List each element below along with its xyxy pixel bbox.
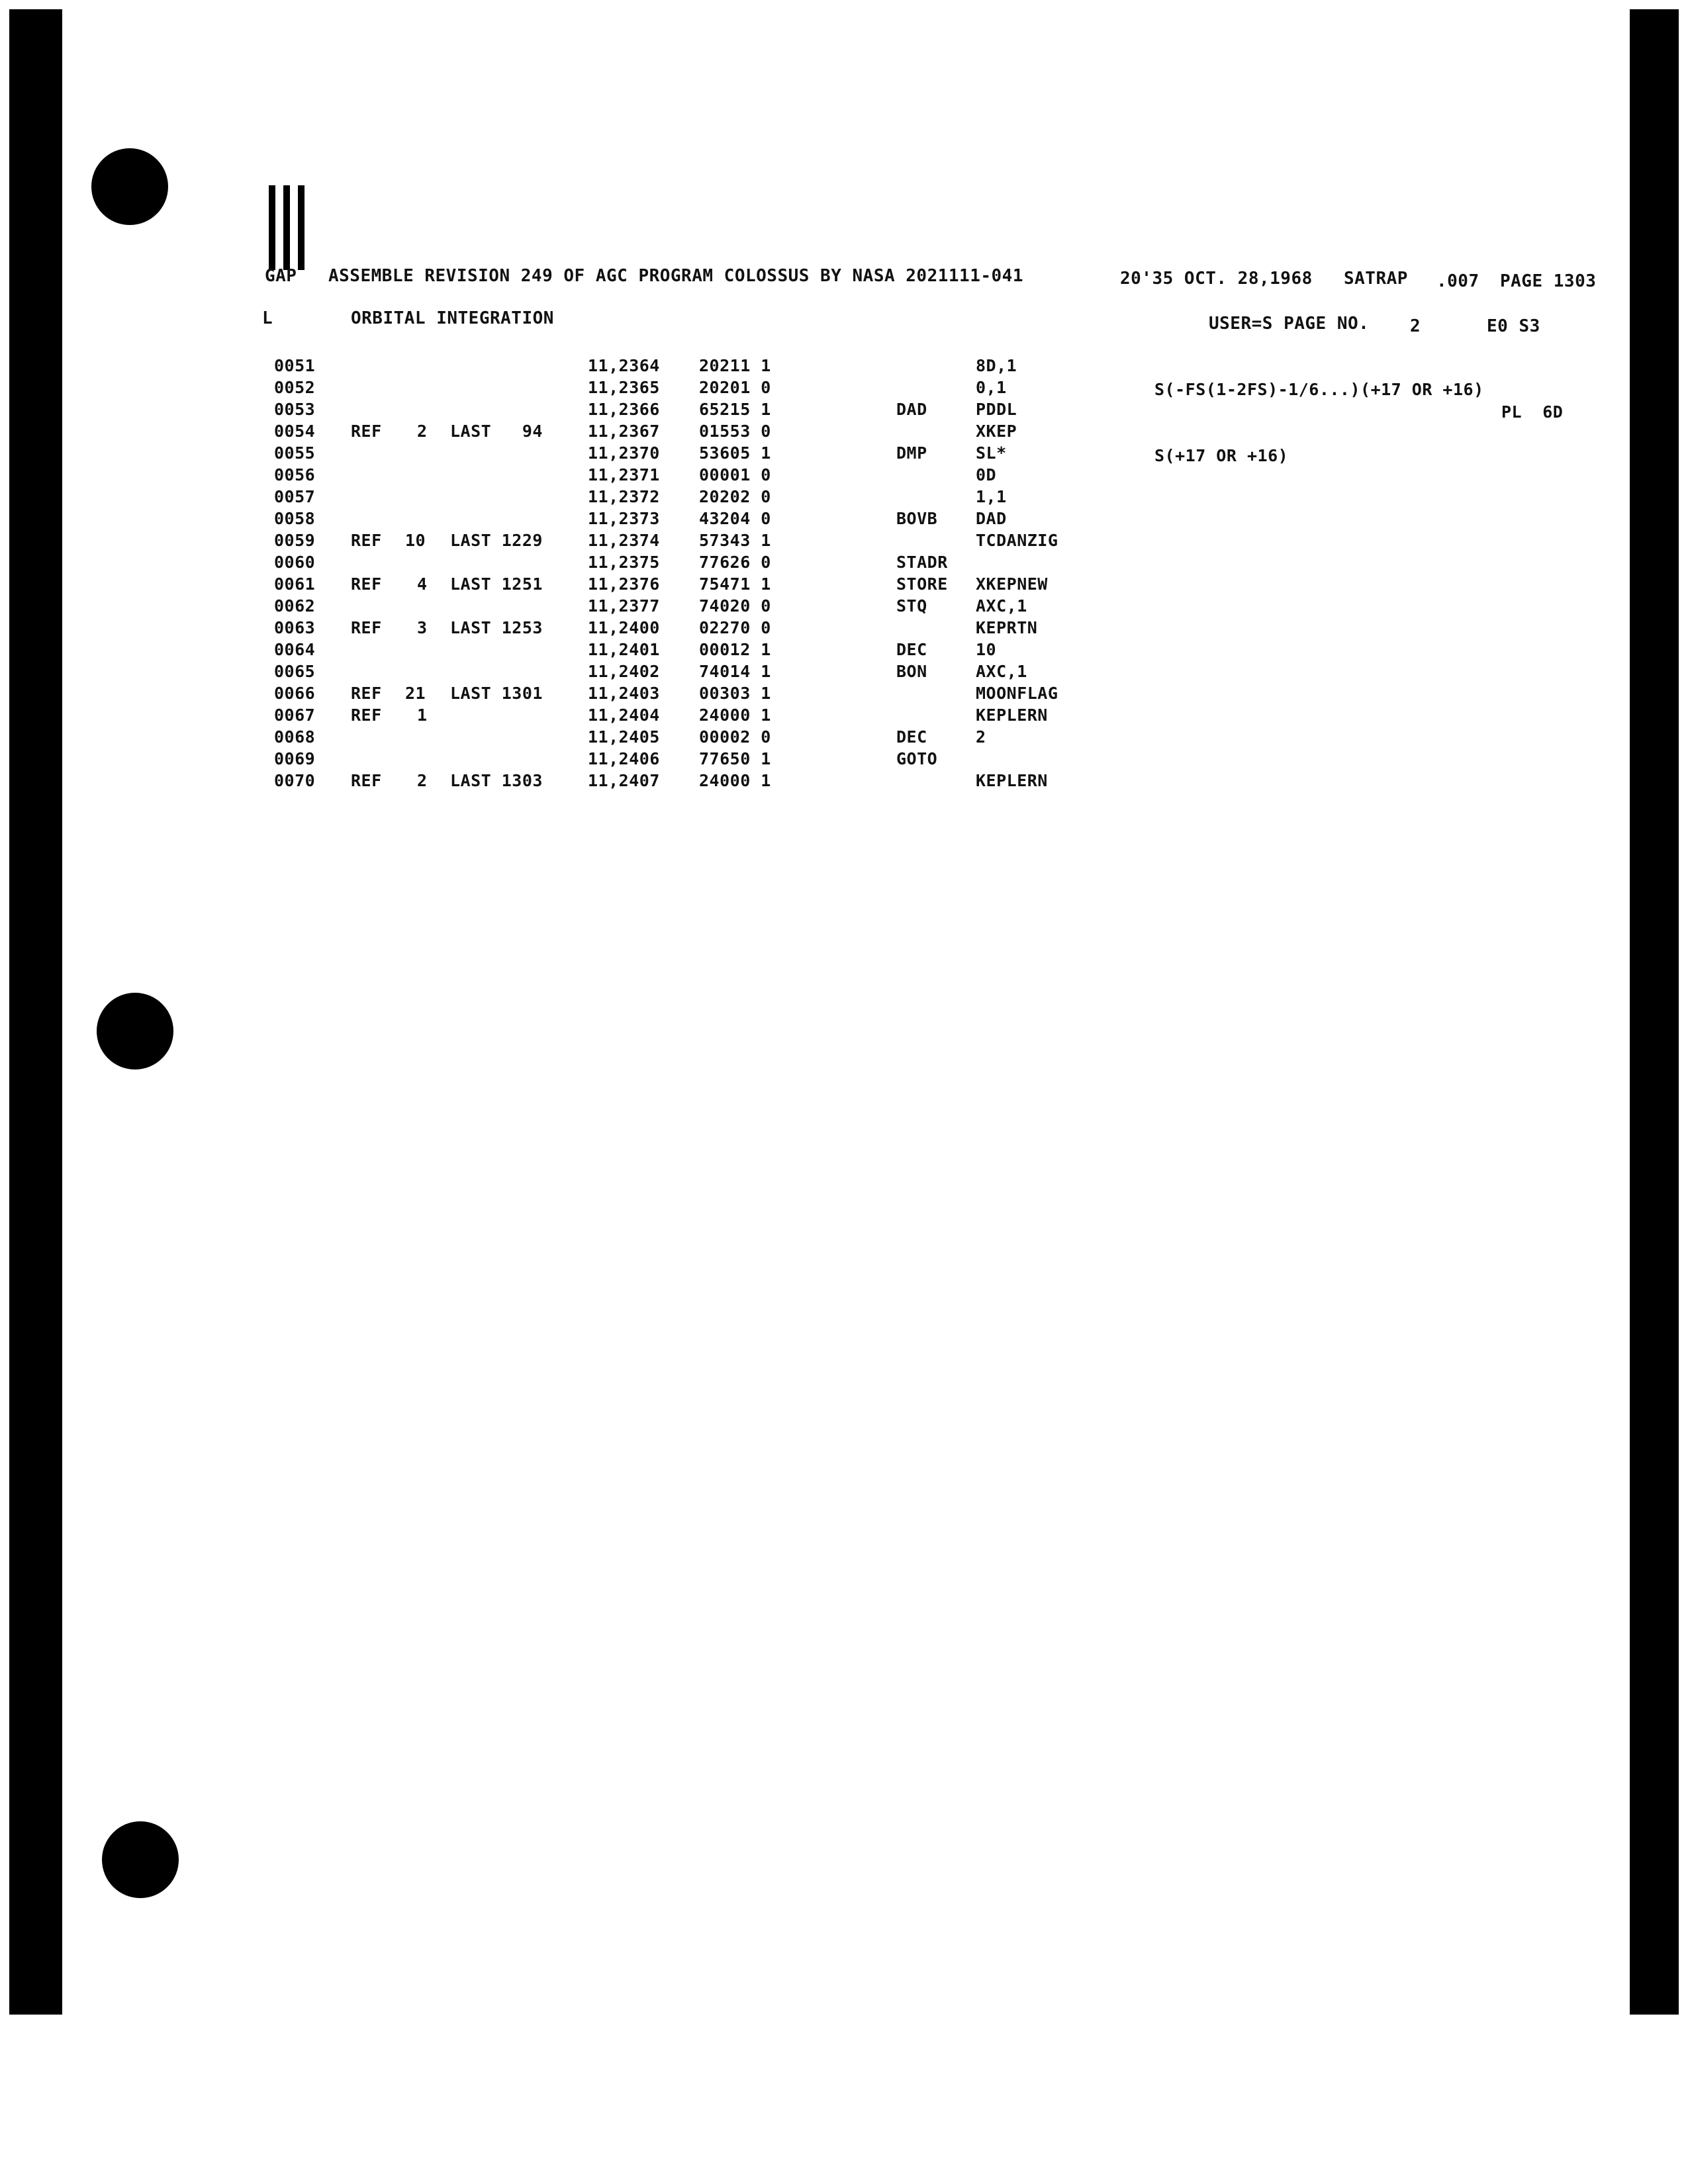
- ref-marker: REF: [351, 618, 382, 637]
- address: 11,2400: [588, 618, 660, 637]
- binder-hole-bottom: [102, 1821, 179, 1898]
- machine-word: 24000 1: [699, 771, 771, 790]
- opcode: BOVB: [896, 509, 938, 528]
- header-prefix: GAP: [265, 266, 297, 286]
- ref-count: 10: [405, 531, 426, 550]
- opcode: DMP: [896, 443, 927, 463]
- comment: S(+17 OR +16): [1154, 446, 1289, 465]
- binder-hole-middle: [97, 993, 173, 1069]
- address: 11,2375: [588, 553, 660, 572]
- machine-word: 20201 0: [699, 378, 771, 397]
- ref-marker: REF: [351, 574, 382, 594]
- operand: 8D,1: [976, 356, 1017, 375]
- machine-word: 74020 0: [699, 596, 771, 615]
- line-number: 0064: [274, 640, 316, 659]
- last-ref: LAST 1251: [450, 574, 543, 594]
- line-number: 0054: [274, 422, 316, 441]
- header-title: ASSEMBLE REVISION 249 OF AGC PROGRAM COLOSSUS BY NASA 2021111-041: [328, 266, 1023, 286]
- line-number: 0066: [274, 684, 316, 703]
- line-number: 0067: [274, 705, 316, 725]
- line-number: 0057: [274, 487, 316, 506]
- ref-marker: REF: [351, 422, 382, 441]
- right-scan-edge: [1630, 9, 1679, 2015]
- machine-word: 00001 0: [699, 465, 771, 484]
- line-number: 0063: [274, 618, 316, 637]
- address: 11,2377: [588, 596, 660, 615]
- machine-word: 77626 0: [699, 553, 771, 572]
- machine-word: 75471 1: [699, 574, 771, 594]
- comment: PL 6D: [1501, 402, 1564, 422]
- machine-word: 00012 1: [699, 640, 771, 659]
- line-number: 0065: [274, 662, 316, 681]
- address: 11,2374: [588, 531, 660, 550]
- address: 11,2403: [588, 684, 660, 703]
- machine-word: 53605 1: [699, 443, 771, 463]
- address: 11,2372: [588, 487, 660, 506]
- line-number: 0061: [274, 574, 316, 594]
- address: 11,2376: [588, 574, 660, 594]
- operand: TCDANZIG: [976, 531, 1058, 550]
- comment: S(-FS(1-2FS)-1/6...)(+17 OR +16): [1154, 380, 1484, 399]
- machine-word: 00303 1: [699, 684, 771, 703]
- stripe: [298, 185, 305, 270]
- stripe: [283, 185, 290, 270]
- machine-word: 24000 1: [699, 705, 771, 725]
- address: 11,2402: [588, 662, 660, 681]
- machine-word: 43204 0: [699, 509, 771, 528]
- opcode: DEC: [896, 640, 927, 659]
- header-time-date: 20'35 OCT. 28,1968: [1120, 269, 1313, 289]
- ref-count: 21: [405, 684, 426, 703]
- line-number: 0068: [274, 727, 316, 747]
- address: 11,2405: [588, 727, 660, 747]
- address: 11,2367: [588, 422, 660, 441]
- header-operator: SATRAP: [1344, 269, 1408, 289]
- line-number: 0070: [274, 771, 316, 790]
- machine-word: 57343 1: [699, 531, 771, 550]
- machine-word: 01553 0: [699, 422, 771, 441]
- address: 11,2366: [588, 400, 660, 419]
- line-number: 0069: [274, 749, 316, 768]
- machine-word: 20202 0: [699, 487, 771, 506]
- operand: 2: [976, 727, 986, 747]
- machine-word: 77650 1: [699, 749, 771, 768]
- operand: KEPRTN: [976, 618, 1038, 637]
- operand: 0,1: [976, 378, 1007, 397]
- ref-count: 4: [417, 574, 428, 594]
- operand: SL*: [976, 443, 1007, 463]
- machine-word: 00002 0: [699, 727, 771, 747]
- user-page-number: 2: [1410, 316, 1421, 336]
- address: 11,2370: [588, 443, 660, 463]
- opcode: DEC: [896, 727, 927, 747]
- line-number: 0052: [274, 378, 316, 397]
- ref-count: 2: [417, 771, 428, 790]
- last-ref: LAST 1303: [450, 771, 543, 790]
- operand: 0D: [976, 465, 997, 484]
- binder-hole-top: [91, 148, 168, 225]
- line-number: 0060: [274, 553, 316, 572]
- line-number: 0058: [274, 509, 316, 528]
- operand: PDDL: [976, 400, 1017, 419]
- operand: 10: [976, 640, 997, 659]
- address: 11,2401: [588, 640, 660, 659]
- header-version: .007: [1436, 271, 1479, 291]
- machine-word: 65215 1: [699, 400, 771, 419]
- last-ref: LAST 1301: [450, 684, 543, 703]
- operand: XKEPNEW: [976, 574, 1048, 594]
- operand: MOONFLAG: [976, 684, 1058, 703]
- address: 11,2404: [588, 705, 660, 725]
- ref-marker: REF: [351, 531, 382, 550]
- line-number: 0051: [274, 356, 316, 375]
- subheader-code: E0 S3: [1487, 316, 1540, 336]
- header-page: PAGE 1303: [1500, 271, 1597, 291]
- address: 11,2373: [588, 509, 660, 528]
- operand: KEPLERN: [976, 771, 1048, 790]
- machine-word: 02270 0: [699, 618, 771, 637]
- last-ref: LAST 1229: [450, 531, 543, 550]
- user-page-label: USER=S PAGE NO.: [1209, 314, 1370, 334]
- opcode: GOTO: [896, 749, 938, 768]
- opcode: DAD: [896, 400, 927, 419]
- ref-count: 2: [417, 422, 428, 441]
- ref-marker: REF: [351, 705, 382, 725]
- address: 11,2406: [588, 749, 660, 768]
- ref-marker: REF: [351, 684, 382, 703]
- opcode: STQ: [896, 596, 927, 615]
- line-number: 0055: [274, 443, 316, 463]
- ref-count: 1: [417, 705, 428, 725]
- operand: 1,1: [976, 487, 1007, 506]
- operand: XKEP: [976, 422, 1017, 441]
- stripe: [269, 185, 275, 270]
- address: 11,2364: [588, 356, 660, 375]
- address: 11,2365: [588, 378, 660, 397]
- line-number: 0062: [274, 596, 316, 615]
- line-number: 0053: [274, 400, 316, 419]
- operand: AXC,1: [976, 596, 1027, 615]
- machine-word: 74014 1: [699, 662, 771, 681]
- opcode: STADR: [896, 553, 948, 572]
- operand: KEPLERN: [976, 705, 1048, 725]
- machine-word: 20211 1: [699, 356, 771, 375]
- left-scan-edge: [9, 9, 62, 2015]
- operand: DAD: [976, 509, 1007, 528]
- last-ref: LAST 1253: [450, 618, 543, 637]
- ref-count: 3: [417, 618, 428, 637]
- line-number: 0056: [274, 465, 316, 484]
- operand: AXC,1: [976, 662, 1027, 681]
- opcode: BON: [896, 662, 927, 681]
- ref-marker: REF: [351, 771, 382, 790]
- section-title: ORBITAL INTEGRATION: [351, 308, 554, 328]
- last-ref: LAST 94: [450, 422, 543, 441]
- address: 11,2371: [588, 465, 660, 484]
- line-number: 0059: [274, 531, 316, 550]
- address: 11,2407: [588, 771, 660, 790]
- subheader-left-marker: L: [262, 308, 273, 328]
- opcode: STORE: [896, 574, 948, 594]
